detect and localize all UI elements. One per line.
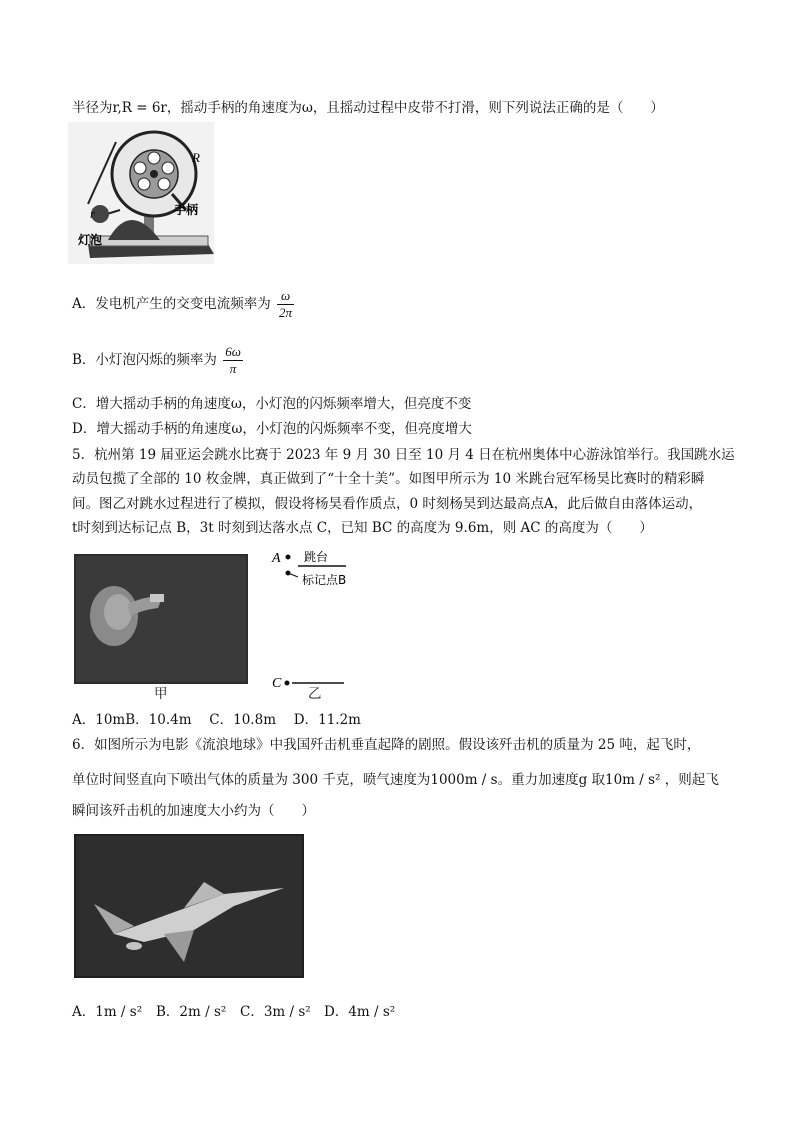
jet-photo: [74, 834, 304, 978]
q5-line-3: 间。图乙对跳水过程进行了模拟，假设将杨昊看作质点，0 时刻杨昊到达最高点A，此后做自由落体运动，: [72, 496, 703, 512]
diagram-point-a: A: [272, 551, 281, 566]
q4-option-a-fraction: [277, 288, 294, 321]
q6-line-3: 瞬间该歼击机的加速度大小约为（ ）: [72, 803, 315, 819]
fraction-denominator: 2π: [279, 305, 293, 320]
q6-line-2: 单位时间竖直向下喷出气体的质量为 300 千克，喷气速度为1000m / s。重力加速度g 取10m / s² ，则起飞: [72, 772, 719, 788]
q6-option-a: A．1m / s²: [72, 1004, 143, 1020]
figure-label-yi: 乙: [308, 686, 322, 702]
label-r: r: [90, 206, 96, 221]
q6-option-d: D．4m / s²: [324, 1004, 396, 1020]
label-R: R: [192, 150, 200, 165]
figure-label-jia: 甲: [154, 686, 168, 702]
generator-figure: [68, 122, 214, 264]
fraction-denominator: π: [229, 361, 237, 376]
q5-line-2: 动员包揽了全部的 10 枚金牌，真正做到了“十全十美”。如图甲所示为 10 米跳台冠军杨昊比赛时的精彩瞬: [72, 471, 705, 487]
diagram-platform-label: 跳台: [304, 550, 329, 564]
q5-options: A．10mB．10.4m C．10.8m D．11.2m: [72, 712, 361, 728]
fraction-numerator: 6ω: [225, 344, 241, 359]
dive-diagram: [262, 546, 362, 696]
q4-option-b-text: B．小灯泡闪烁的频率为: [72, 352, 217, 368]
label-bulb: 灯泡: [78, 233, 103, 247]
q5-line-1: 5．杭州第 19 届亚运会跳水比赛于 2023 年 9 月 30 日至 10 月 4 日在杭州奥体中心游泳馆举行。我国跳水运: [72, 447, 735, 463]
q6-line-1: 6．如图所示为电影《流浪地球》中我国歼击机垂直起降的剧照。假设该歼击机的质量为 25 吨，起飞时，: [72, 737, 701, 753]
q6-option-c: C．3m / s²: [240, 1004, 311, 1020]
q4-option-b-fraction: [223, 344, 243, 377]
q6-option-b: B．2m / s²: [156, 1004, 227, 1020]
diagram-point-c: C: [272, 676, 282, 691]
q5-line-4: t时刻到达标记点 B，3t 时刻到达落水点 C，已知 BC 的高度为 9.6m，则 AC 的高度为（ ）: [72, 520, 653, 536]
q4-option-a-text: A．发电机产生的交变电流频率为: [72, 296, 271, 312]
label-handle: 手柄: [174, 203, 199, 217]
q4-option-d: D．增大摇动手柄的角速度ω，小灯泡的闪烁频率不变，但亮度增大: [72, 421, 472, 437]
q4-intro: 半径为r,R = 6r，摇动手柄的角速度为ω，且摇动过程中皮带不打滑，则下列说法正确的是（ ）: [72, 100, 664, 116]
fraction-numerator: ω: [277, 288, 294, 305]
diver-photo: [74, 554, 248, 684]
q4-option-c: C．增大摇动手柄的角速度ω，小灯泡的闪烁频率增大，但亮度不变: [72, 396, 472, 412]
q4-option-b: [72, 342, 243, 378]
q4-option-a: [72, 286, 294, 322]
diagram-mark-b-label: 标记点B: [302, 573, 347, 587]
